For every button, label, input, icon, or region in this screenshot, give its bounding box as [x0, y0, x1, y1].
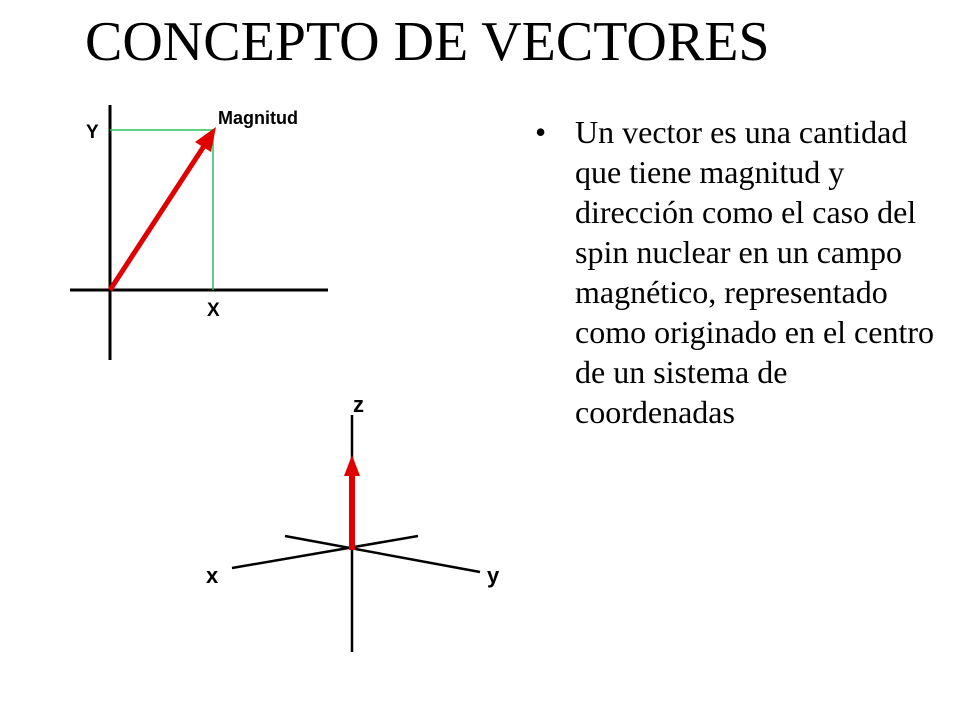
- spin-arrowhead: [344, 455, 360, 476]
- diagram-3d: [206, 392, 500, 652]
- x-axis-3d: [232, 536, 418, 568]
- bullet-text: Un vector es una cantidad que tiene magnitud y dirección como el caso del spin nuclear en un campo magnético, representado como originado en el centro de un sistema de coordenadas: [575, 114, 934, 430]
- magnitude-vector: [110, 143, 206, 290]
- y-axis-label-3d: y: [487, 563, 500, 588]
- z-axis-label-3d: z: [353, 392, 364, 417]
- x-axis-label-2d: X: [207, 300, 220, 321]
- diagram-2d: [70, 105, 328, 360]
- magnitude-label: Magnitud: [218, 108, 298, 128]
- slide-title: CONCEPTO DE VECTORES: [85, 11, 770, 73]
- bullet-marker: •: [535, 114, 547, 150]
- x-axis-label-3d: x: [206, 563, 219, 588]
- y-axis-label-2d: Y: [86, 122, 99, 143]
